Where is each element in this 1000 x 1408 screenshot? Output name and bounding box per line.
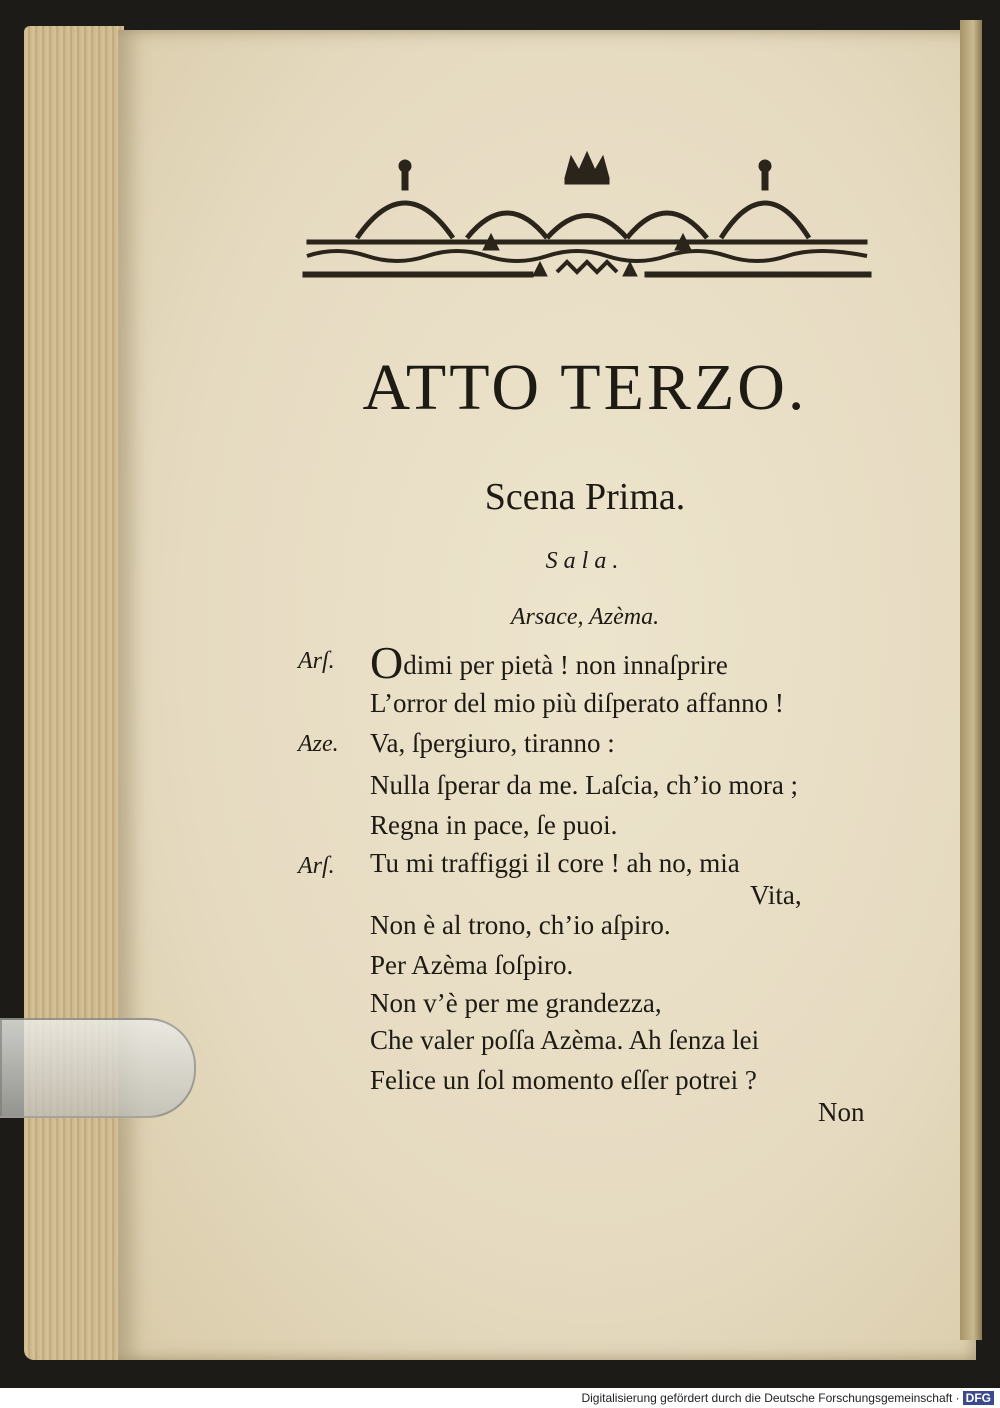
scene-heading: Scena Prima. bbox=[484, 476, 686, 518]
page-holder-clip bbox=[0, 1018, 196, 1118]
dfg-logo-icon: DFG bbox=[963, 1391, 994, 1405]
verse-line: Felice un ſol momento eſſer potrei ? bbox=[370, 1065, 757, 1095]
speaker-label: Arſ. bbox=[298, 648, 335, 674]
verse-line bbox=[370, 637, 728, 688]
verse-line-text: dimi per pietà ! non innaſprire bbox=[403, 650, 728, 680]
scene-setting: Sala. bbox=[545, 548, 625, 574]
catchword: Non bbox=[818, 1097, 865, 1127]
runover-word: Vita, bbox=[750, 880, 802, 910]
book-gutter bbox=[960, 20, 982, 1340]
verse-line: Per Azèma ſoſpiro. bbox=[370, 950, 574, 980]
verse-line: L’orror del mio più diſperato affanno ! bbox=[370, 688, 784, 718]
speaker-label: Arſ. bbox=[298, 853, 335, 879]
speaker-label: Aze. bbox=[298, 731, 339, 757]
crown-ornament-icon bbox=[297, 148, 877, 288]
characters-list: Arsace, Azèma. bbox=[510, 604, 660, 630]
act-title: ATTO TERZO. bbox=[362, 351, 808, 424]
footer-credit bbox=[0, 1388, 1000, 1408]
verse-line: Va, ſpergiuro, tiranno : bbox=[370, 728, 615, 758]
verse-line: Tu mi traffiggi il core ! ah no, mia bbox=[370, 848, 740, 878]
verse-line: Non v’è per me grandezza, bbox=[370, 988, 662, 1018]
drop-cap: O bbox=[370, 637, 404, 688]
footer-credit-text: Digitalisierung gefördert durch die Deutsche Forschungsgemeinschaft · bbox=[581, 1391, 960, 1405]
book-page-edges bbox=[24, 26, 124, 1360]
verse-line: Che valer poſſa Azèma. Ah ſenza lei bbox=[370, 1025, 760, 1055]
verse-line: Non è al trono, ch’io aſpiro. bbox=[370, 910, 671, 940]
verse-line: Regna in pace, ſe puoi. bbox=[370, 810, 618, 840]
verse-line: Nulla ſperar da me. Laſcia, ch’io mora ; bbox=[370, 770, 799, 800]
